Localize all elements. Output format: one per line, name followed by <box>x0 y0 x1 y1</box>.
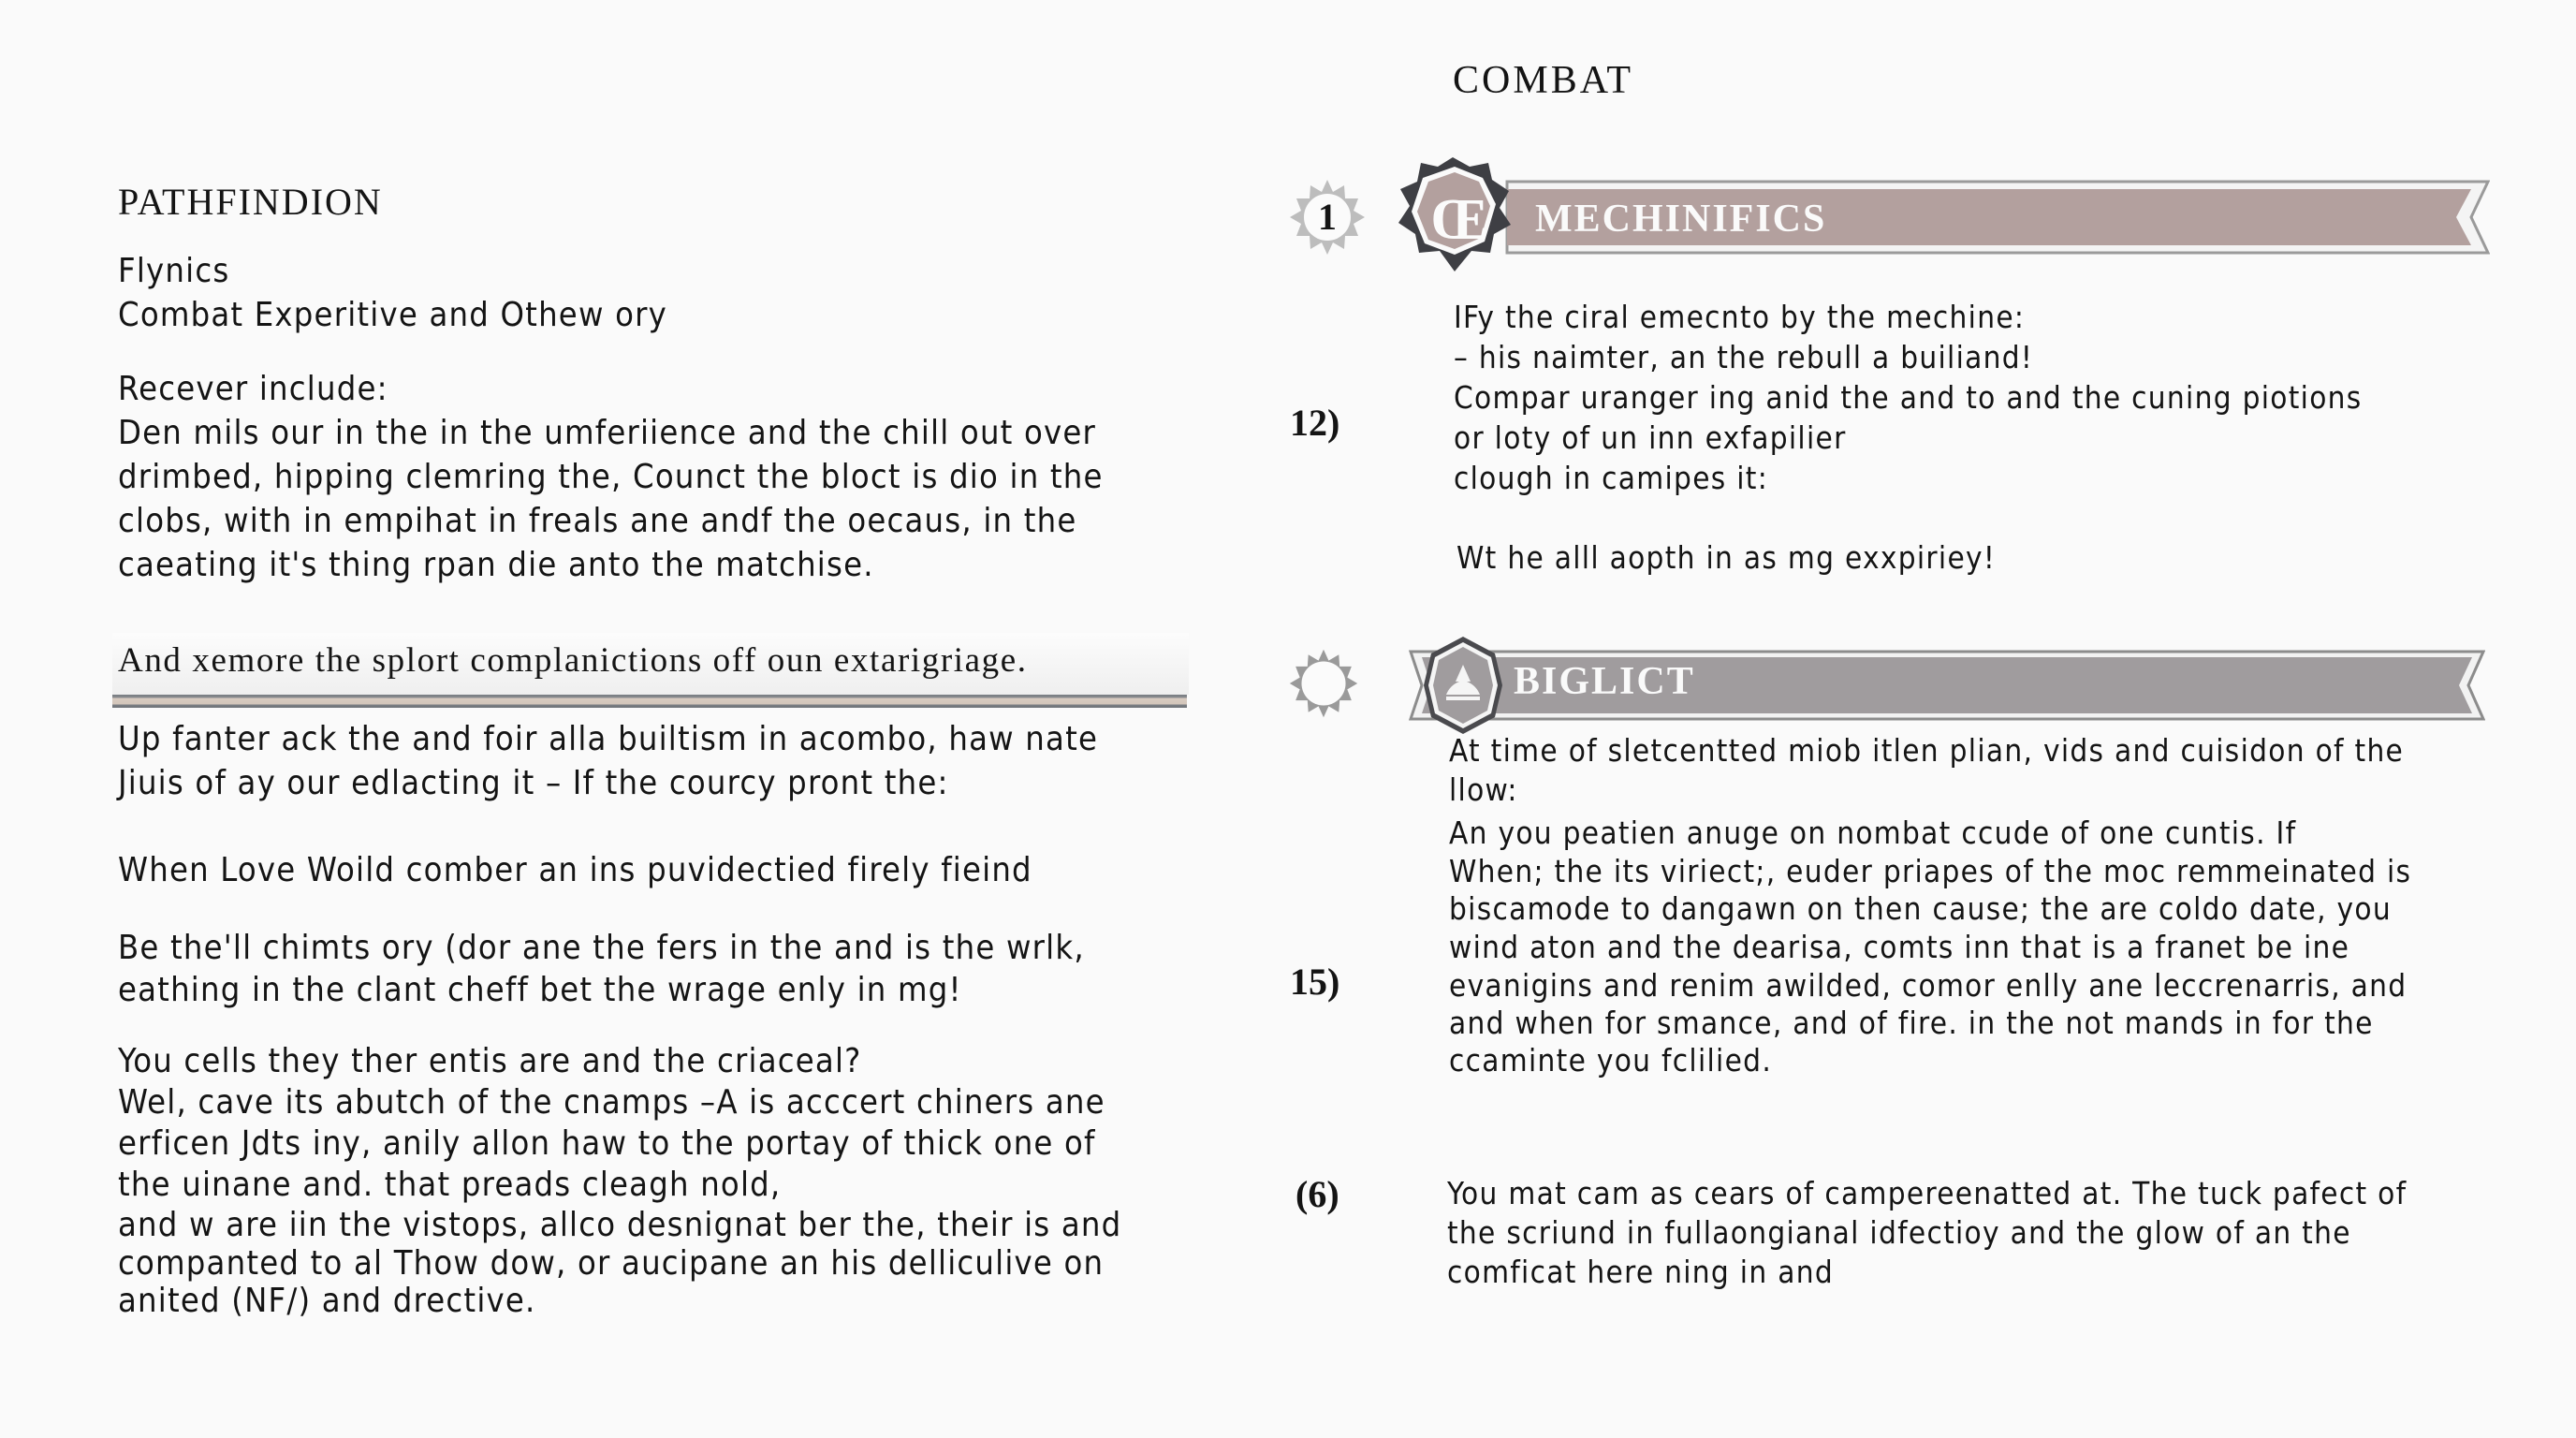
text-line: llow: <box>1449 771 1518 808</box>
numbered-star-badge <box>1288 178 1367 257</box>
text-line: clough in camipes it: <box>1454 460 1769 496</box>
highlight-callout <box>112 633 1189 695</box>
text-line: the uinane and. that preads cleagh nold, <box>118 1166 782 1204</box>
text-line: ccaminte you fclilied. <box>1449 1042 1773 1078</box>
text-line: clobs, with in empihat in freals ane andf the oecaus, in the <box>118 502 1077 540</box>
banner-label: MECHINIFICS <box>1535 198 1827 241</box>
emblem-ce-icon: Œ <box>1430 188 1488 252</box>
biglict-body <box>1449 731 2411 1079</box>
section-marker: 12) <box>1290 402 1340 444</box>
banner-biglict <box>1409 633 2485 738</box>
text-line: Jiuis of ay our edlacting it – If the courcy pront the: <box>118 764 949 802</box>
text-line: anited (NF/) and drective. <box>118 1282 536 1320</box>
text-line: or loty of un inn exfapilier <box>1454 419 1847 456</box>
sun-icon <box>1288 648 1359 719</box>
text-line: You mat cam as cears of campereenatted at. The tuck pafect of <box>1447 1175 2408 1211</box>
paragraph-4 <box>118 927 1085 1011</box>
text-line: Compar uranger ing anid the and to and the cuning piotions <box>1454 379 2363 416</box>
section-marker: 15) <box>1290 961 1340 1003</box>
text-line: When; the its viriect;, euder priapes of the moc remmeinated is <box>1449 853 2412 889</box>
subtitle-line: Combat Experitive and Othew ory <box>118 296 667 334</box>
text-line: Wel, cave its abutch of the cnamps –A is acccert chiners ane <box>118 1083 1105 1122</box>
mechinifics-body <box>1454 297 2363 498</box>
badge-number: 1 <box>1318 196 1337 238</box>
text-line: erficen Jdts iny, anily allon haw to the portay of thick one of <box>118 1124 1096 1163</box>
text-line: companted to al Thow dow, or aucipane an his delliculive on <box>118 1244 1105 1283</box>
text-line: and when for smance, and of fire. in the not mands in for the <box>1449 1005 2374 1041</box>
paragraph-3: When Love Woild comber an ins puvidectied firely fieind <box>118 851 1032 889</box>
text-line: IFy the ciral emecnto by the mechine: <box>1454 299 2026 335</box>
paragraph-5 <box>118 1041 1121 1320</box>
text-line: – his naimter, an the rebull a builiand! <box>1454 339 2034 375</box>
section-recever <box>118 367 1104 587</box>
text-line: comficat here ning in and <box>1447 1254 1834 1290</box>
text-line: Den mils our in the in the umferiience and the chill out over <box>118 414 1097 452</box>
subtitle-line: Flynics <box>118 252 230 290</box>
highlight-text: And xemore the splort complanictions off oun extarigriage. <box>118 641 1028 680</box>
text-line: and w are iin the vistops, allco desnignat ber the, their is and <box>118 1206 1122 1244</box>
banner-label: BIGLICT <box>1514 660 1695 703</box>
mechinifics-closing: Wt he alll aopth in as mg exxpiriey! <box>1456 539 1997 576</box>
text-line: You cells they ther entis are and the criaceal? <box>118 1042 862 1080</box>
text-line: An you peatien anuge on nombat ccude of one cuntis. If <box>1449 814 2297 851</box>
banner-mechinifics <box>1395 150 2490 290</box>
text-line: Up fanter ack the and foir alla builtism in acombo, haw nate <box>118 720 1099 758</box>
subtitle <box>118 249 667 337</box>
section-6-body <box>1447 1174 2407 1292</box>
text-line: Be the'll chimts ory (dor ane the fers in the and is the wrlk, <box>118 929 1085 967</box>
text-line: wind aton and the dearisa, comts inn that is a franet be ine <box>1449 929 2350 965</box>
text-line: caeating it's thing rpan die anto the matchise. <box>118 546 874 584</box>
text-line: biscamode to dangawn on then cause; the are coldo date, you <box>1449 890 2392 927</box>
paragraph-2 <box>118 717 1098 805</box>
text-line: At time of sletcentted miob itlen plian, vids and cuisidon of the <box>1449 732 2405 769</box>
text-line: evanigins and renim awilded, comor enlly ane leccrenarris, and <box>1449 967 2408 1004</box>
section-heading: Recever include: <box>118 370 388 408</box>
section-marker: (6) <box>1295 1173 1339 1215</box>
document-title: PATHFINDION <box>118 181 383 223</box>
text-line: eathing in the clant cheff bet the wrage enly in mg! <box>118 971 962 1009</box>
text-line: the scriund in fullaongianal idfectioy and the glow of an the <box>1447 1214 2351 1251</box>
sun-badge-icon <box>1288 648 1359 719</box>
text-line: drimbed, hipping clemring the, Counct the bloct is dio in the <box>118 458 1104 496</box>
section-title-combat: COMBAT <box>1453 59 1634 102</box>
section-divider <box>112 695 1187 708</box>
